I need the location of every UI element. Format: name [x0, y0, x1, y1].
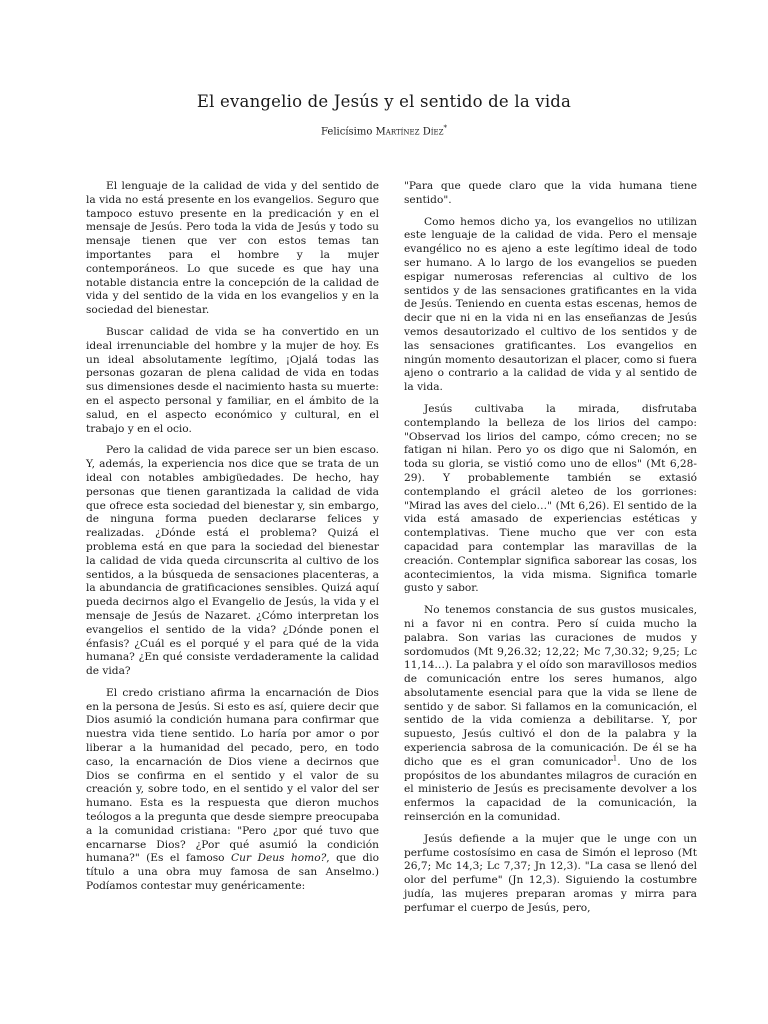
paragraph: El lenguaje de la calidad de vida y del sentido de la vida no está presente en los evangelios. Seguro que tampoco estuvo presente en la predicación y en el mensaje de Jesús. Pero toda la vida de Jesús y todo su mensaje tienen que ver con estos temas tan importantes para el hombre y la mujer contemporáneos. Lo que sucede es que hay una notable distancia entre la concepción de la calidad de vida y del sentido de la vida en los evangelios y en la sociedad del bienestar. [86, 180, 379, 317]
right-column [404, 180, 697, 924]
left-column [86, 180, 379, 902]
paragraph-text: No tenemos constancia de sus gustos musicales, ni a favor ni en contra. Pero sí cuida mucho la palabra. Son varias las curaciones de mudos y sordomudos (Mt 9,26.32; 12,22; Mc 7,30.32; 9,25; Lc 11,14…). La palabra y el oído son maravillosos medios de comunicación entre los seres humanos, algo absolutamente esencial para que la vida se llene de sentido y de sabor. Si fallamos en la comunicación, el sentido de la vida comienza a debilitarse. Y, por supuesto, Jesús cultivó el don de la palabra y la experiencia sabrosa de la comunicación. De él se ha dicho que es el gran comunicador [404, 604, 697, 768]
paragraph-text: . Uno de los propósitos de los abundantes milagros de curación en el ministerio de Jesús es precisamente devolver a los enfermos la capacidad de la comunicación, la reinserción en la comunidad. [404, 755, 697, 824]
paragraph [86, 687, 379, 894]
paragraph: Buscar calidad de vida se ha convertido en un ideal irrenunciable del hombre y la mujer de hoy. Es un ideal absolutamente legítimo, ¡Ojalá todas las personas gozaran de plena calidad de vida en todas sus dimensiones desde el nacimiento hasta su muerte: en el aspecto personal y familiar, en el ámbito de la salud, en el aspecto económico y cultural, en el trabajo y en el ocio. [86, 325, 379, 435]
author-last-name: Martínez Díez [375, 126, 444, 138]
italic-title: Cur Deus homo? [231, 852, 327, 865]
footnote-reference[interactable]: 1 [612, 754, 618, 763]
paragraph-text: El credo cristiano afirma la encarnación de Dios en la persona de Jesús. Si esto es así, quiere decir que Dios asumió la condición humana para confirmar que nuestra vida tiene sentido. Lo haría por amor o por liberar a la humanidad del pecado, pero, en todo caso, la encarnación de Dios viene a decirnos que Dios se confirma en el sentido y el valor de su creación y, sobre todo, en el sentido y el valor del ser humano. Esta es la respuesta que dieron muchos teólogos a la pregunta que desde siempre preocupaba a la comunidad cristiana: "Pero ¿por qué tuvo que encarnarse Dios? ¿Por qué asumió la condición humana?" (Es el famoso [86, 686, 379, 865]
article-author [0, 124, 768, 137]
paragraph [404, 604, 697, 825]
paragraph-text: , que dio título a una obra muy famosa de san Anselmo.) Podíamos contestar muy genéricamente: [86, 852, 380, 893]
paragraph: Pero la calidad de vida parece ser un bien escaso. Y, además, la experiencia nos dice que se trata de un ideal con notables ambigüedades. De hecho, hay personas que tienen garantizada la calidad de vida que ofrece esta sociedad del bienestar y, sin embargo, de ninguna forma pueden declararse felices y realizadas. ¿Dónde está el problema? Quizá el problema está en que para la sociedad del bienestar la calidad de vida queda circunscrita al cultivo de los sentidos, a la búsqueda de sensaciones placenteras, a la abundancia de gratificaciones sensibles. Quizá aquí pueda decirnos algo el Evangelio de Jesús, la vida y el mensaje de Jesús de Nazaret. ¿Cómo interpretan los evangelios el sentido de la vida? ¿Dónde ponen el énfasis? ¿Cuál es el porqué y el para qué de la vida humana? ¿En qué consiste verdaderamente la calidad de vida? [86, 444, 379, 678]
article-title: El evangelio de Jesús y el sentido de la vida [196, 92, 572, 111]
author-footnote-mark: * [443, 124, 447, 132]
author-first-name: Felicísimo [321, 126, 373, 138]
paragraph: Como hemos dicho ya, los evangelios no utilizan este lenguaje de la calidad de vida. Pero el mensaje evangélico no es ajeno a este legítimo ideal de todo ser humano. A lo largo de los evangelios se pueden espigar numerosas referencias al cultivo de los sentidos y de las sensaciones gratificantes en la vida de Jesús. Teniendo en cuenta estas escenas, hemos de decir que ni en la vida ni en las enseñanzas de Jesús vemos desautorizado el cultivo de los sentidos y de las sensaciones gratificantes. Los evangelios en ningún momento desautorizan el placer, como si fuera ajeno o contrario a la calidad de vida y al sentido de la vida. [404, 215, 697, 394]
paragraph: "Para que quede claro que la vida humana tiene sentido". [404, 180, 697, 206]
paragraph: Jesús cultivaba la mirada, disfrutaba contemplando la belleza de los lirios del campo: "Observad los lirios del campo, cómo crecen; no se fatigan ni hilan. Pero yo os digo que ni Salomón, en toda su gloria, se vistió como uno de ellos" (Mt 6,28-29). Y probablemente también se extasió contemplando el grácil aleteo de los gorriones: "Mirad las aves del cielo…" (Mt 6,26). El sentido de la vida está amasado de experiencias estéticas y contemplativas. Tiene mucho que ver con esta capacidad para contemplar las maravillas de la creación. Contemplar significa saborear las cosas, los acontecimientos, la vida misma. Significa tomarle gusto y sabor. [404, 402, 697, 595]
paragraph: Jesús defiende a la mujer que le unge con un perfume costosísimo en casa de Simón el leproso (Mt 26,7; Mc 14,3; Lc 7,37; Jn 12,3). "La casa se llenó del olor del perfume" (Jn 12,3). Siguiendo la costumbre judía, las mujeres preparan aromas y mirra para perfumar el cuerpo de Jesús, pero, [404, 832, 697, 914]
